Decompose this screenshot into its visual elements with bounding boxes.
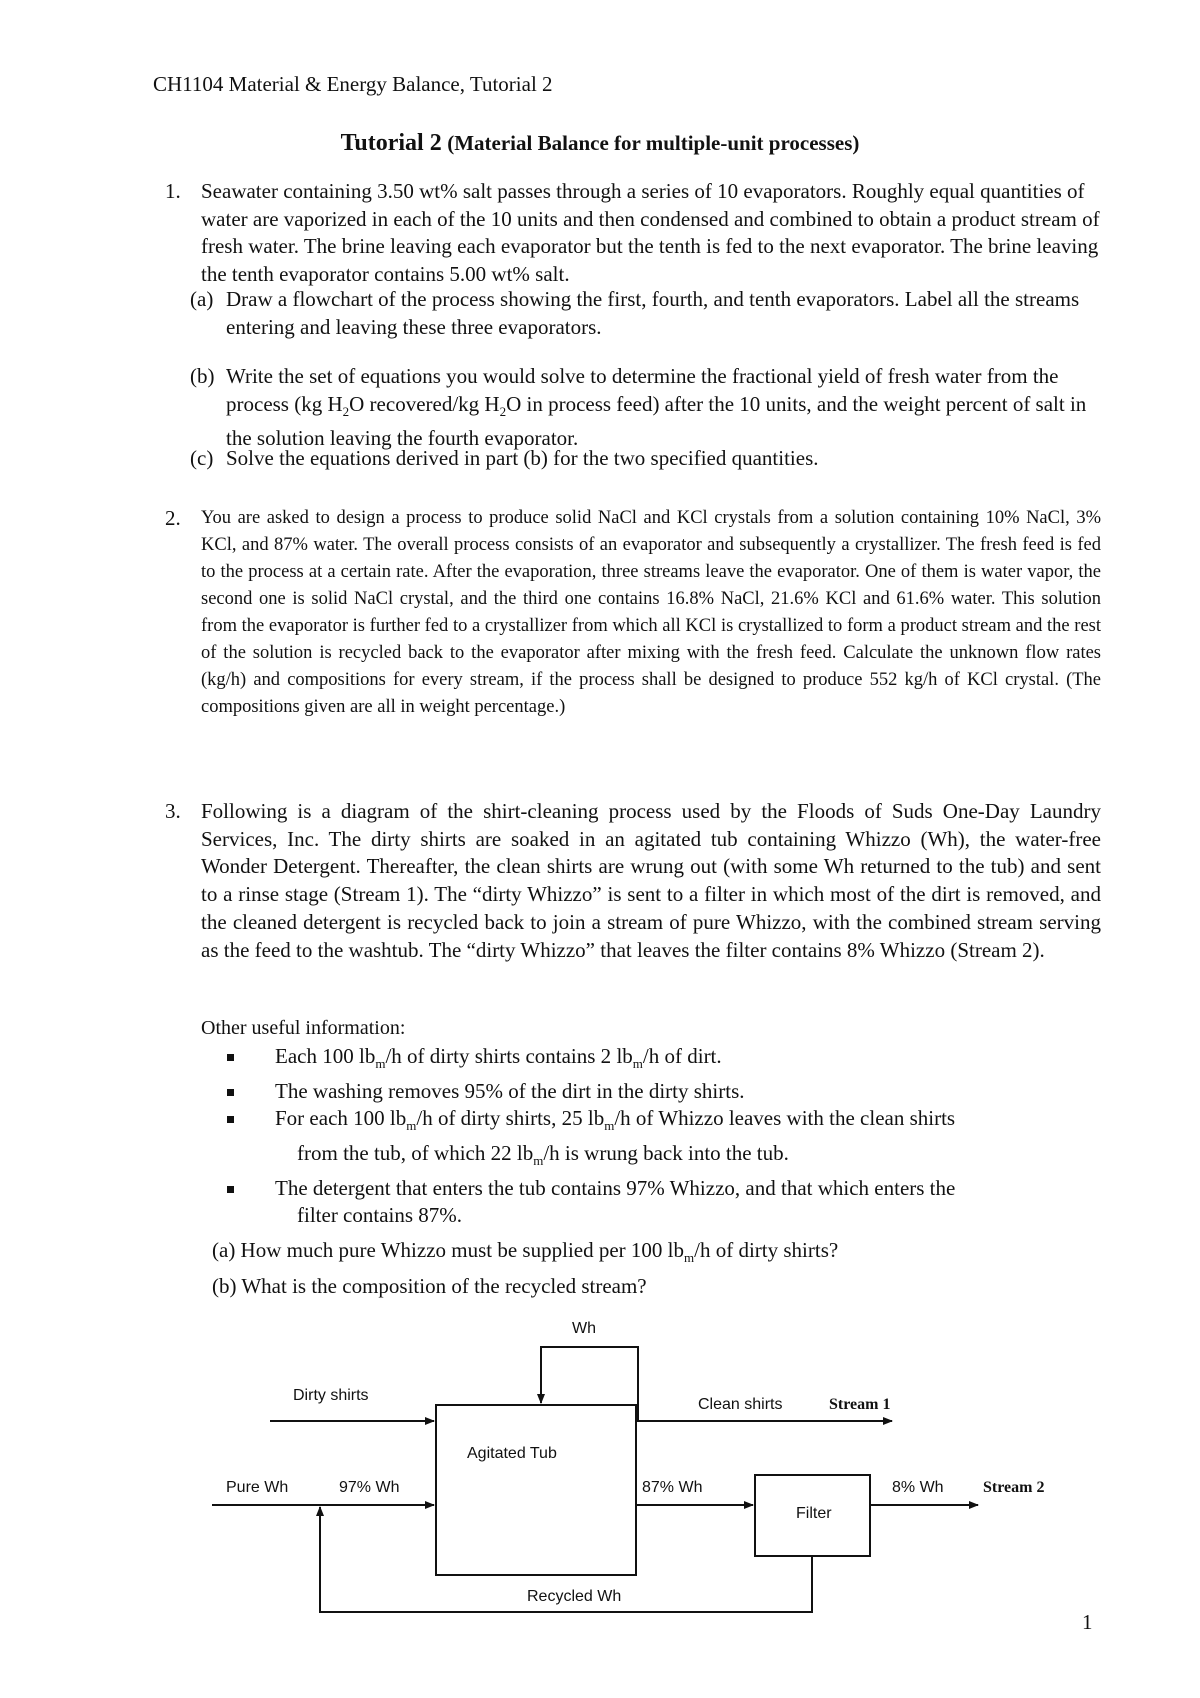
bullet-4-continuation: filter contains 87%. — [297, 1203, 463, 1228]
label-clean-shirts: Clean shirts — [698, 1396, 783, 1413]
q1-b-text-2: O recovered/kg H — [349, 391, 500, 416]
bullet-1-text-3: /h of dirt. — [642, 1044, 722, 1068]
unit-m: m — [684, 1250, 695, 1266]
q3-info-title: Other useful information: — [201, 1017, 406, 1039]
unit-lb: lb — [389, 1106, 407, 1131]
q1-part-a-text: Draw a flowchart of the process showing the first, fourth, and tenth evaporators. Label all the streams entering and leaving these three evaporators. — [226, 287, 1080, 339]
title-subtitle: (Material Balance for multiple-unit processes) — [447, 131, 860, 155]
bullet-1-text-2: /h of dirty shirts contains 2 — [385, 1044, 617, 1068]
q3-a-text-1: (a) How much pure Whizzo must be supplied per 100 — [212, 1238, 668, 1262]
bullet-3-text-5: /h is wrung back into the tub. — [543, 1140, 789, 1165]
q1-part-c-text: Solve the equations derived in part (b) for the two specified quantities. — [226, 446, 819, 470]
label-8-wh: 8% Wh — [892, 1479, 944, 1496]
bullet-3-text-2: /h of dirty shirts, 25 — [416, 1106, 588, 1131]
agitated-tub-box — [436, 1405, 636, 1575]
q1-b-sub-2: 2 — [499, 403, 507, 419]
label-stream-1: Stream 1 — [829, 1396, 891, 1413]
label-97-wh: 97% Wh — [339, 1479, 400, 1496]
title-main: Tutorial 2 — [340, 130, 442, 156]
label-pure-wh: Pure Wh — [226, 1479, 289, 1496]
q1-b-text-1: Write the set of equations you would solve to determine the fractional yield of fresh water from the process (kg H — [226, 364, 1059, 416]
wh-return-loop — [541, 1347, 638, 1421]
unit-m: m — [632, 1056, 643, 1072]
label-87-wh: 87% Wh — [642, 1479, 703, 1496]
question-3-number: 3. — [165, 799, 181, 823]
q3-a-text-2: /h of dirty shirts? — [694, 1238, 839, 1262]
bullet-3-text-4: from the tub, of which 22 — [297, 1140, 517, 1165]
bullet-3-text-3: /h of Whizzo leaves with the clean shirts — [614, 1106, 956, 1131]
label-wh: Wh — [572, 1320, 596, 1337]
page-header: CH1104 Material & Energy Balance, Tutorial 2 — [153, 72, 553, 96]
label-agitated-tub: Agitated Tub — [467, 1445, 557, 1462]
label-filter: Filter — [796, 1505, 832, 1522]
label-recycled-wh: Recycled Wh — [527, 1588, 622, 1605]
bullet-1-text-1: Each 100 — [275, 1044, 359, 1068]
unit-lb: lb — [516, 1140, 534, 1165]
bullet-2-text: The washing removes 95% of the dirt in the dirty shirts. — [275, 1078, 745, 1103]
q3-part-b: (b) What is the composition of the recycled stream? — [212, 1274, 647, 1299]
question-1-text: Seawater containing 3.50 wt% salt passes through a series of 10 evaporators. Roughly equal quantities of water are vaporized in each of the 10 units and then condensed and combined to obtain a product stream of fresh water. The brine leaving each evaporator but the tenth is fed to the next evaporator. The brine leaving the tenth evaporator contains 5.00 wt% salt. — [201, 179, 1100, 286]
bullet-4-text: The detergent that enters the tub contains 97% Whizzo, and that which enters the — [275, 1175, 956, 1200]
unit-lb: lb — [587, 1106, 605, 1131]
unit-m: m — [533, 1153, 544, 1169]
q1-b-text-3: O in process feed) after the 10 units, and the weight percent of salt in the solution leaving the fourth evaporator. — [226, 391, 1087, 451]
question-3-text: Following is a diagram of the shirt-cleaning process used by the Floods of Suds One-Day Laundry Services, Inc. The dirty shirts are soaked in an agitated tub containing Whizzo (Wh), the water-free Wonder Detergent. Thereafter, the clean shirts are wrung out (with some Wh returned to the tub) and sent to a rinse stage (Stream 1). The “dirty Whizzo” is sent to a filter in which most of the dirt is removed, and the cleaned detergent is recycled back to join a stream of pure Whizzo, with the combined stream serving as the feed to the washtub. The “dirty Whizzo” that leaves the filter contains 8% Whizzo (Stream 2). — [201, 799, 1101, 962]
unit-lb: lb — [358, 1044, 376, 1068]
bullet-3-text-1: For each 100 — [275, 1106, 390, 1131]
label-dirty-shirts: Dirty shirts — [293, 1387, 369, 1404]
question-2-number: 2. — [165, 506, 181, 530]
page-number: 1 — [1082, 1610, 1093, 1634]
unit-lb: lb — [616, 1044, 633, 1068]
unit-m: m — [375, 1056, 386, 1072]
q1-part-a-label: (a) — [190, 287, 214, 311]
unit-m: m — [406, 1118, 417, 1134]
q1-b-sub-1: 2 — [342, 403, 350, 419]
question-2-text: You are asked to design a process to produce solid NaCl and KCl crystals from a solution containing 10% NaCl, 3% KCl, and 87% water. The overall process consists of an evaporator and subsequently a crystallizer. The fresh feed is fed to the process at a certain rate. After the evaporation, three streams leave the evaporator. One of them is water vapor, the second one is solid NaCl crystal, and the third one contains 16.8% NaCl, 21.6% KCl and 61.6% water. This solution from the evaporator is further fed to a crystallizer from which all KCl is crystallized to form a product stream and the rest of the solution is recycled back to the evaporator after mixing with the fresh feed. Calculate the unknown flow rates (kg/h) and compositions for every stream, if the process shall be designed to produce 552 kg/h of KCl crystal. (The compositions given are all in weight percentage.) — [201, 508, 1101, 717]
question-1-number: 1. — [165, 179, 181, 203]
unit-m: m — [604, 1118, 615, 1134]
unit-lb: lb — [667, 1238, 685, 1262]
label-stream-2: Stream 2 — [983, 1479, 1045, 1496]
q1-part-b-label: (b) — [190, 364, 215, 388]
q1-part-c-label: (c) — [190, 446, 214, 470]
